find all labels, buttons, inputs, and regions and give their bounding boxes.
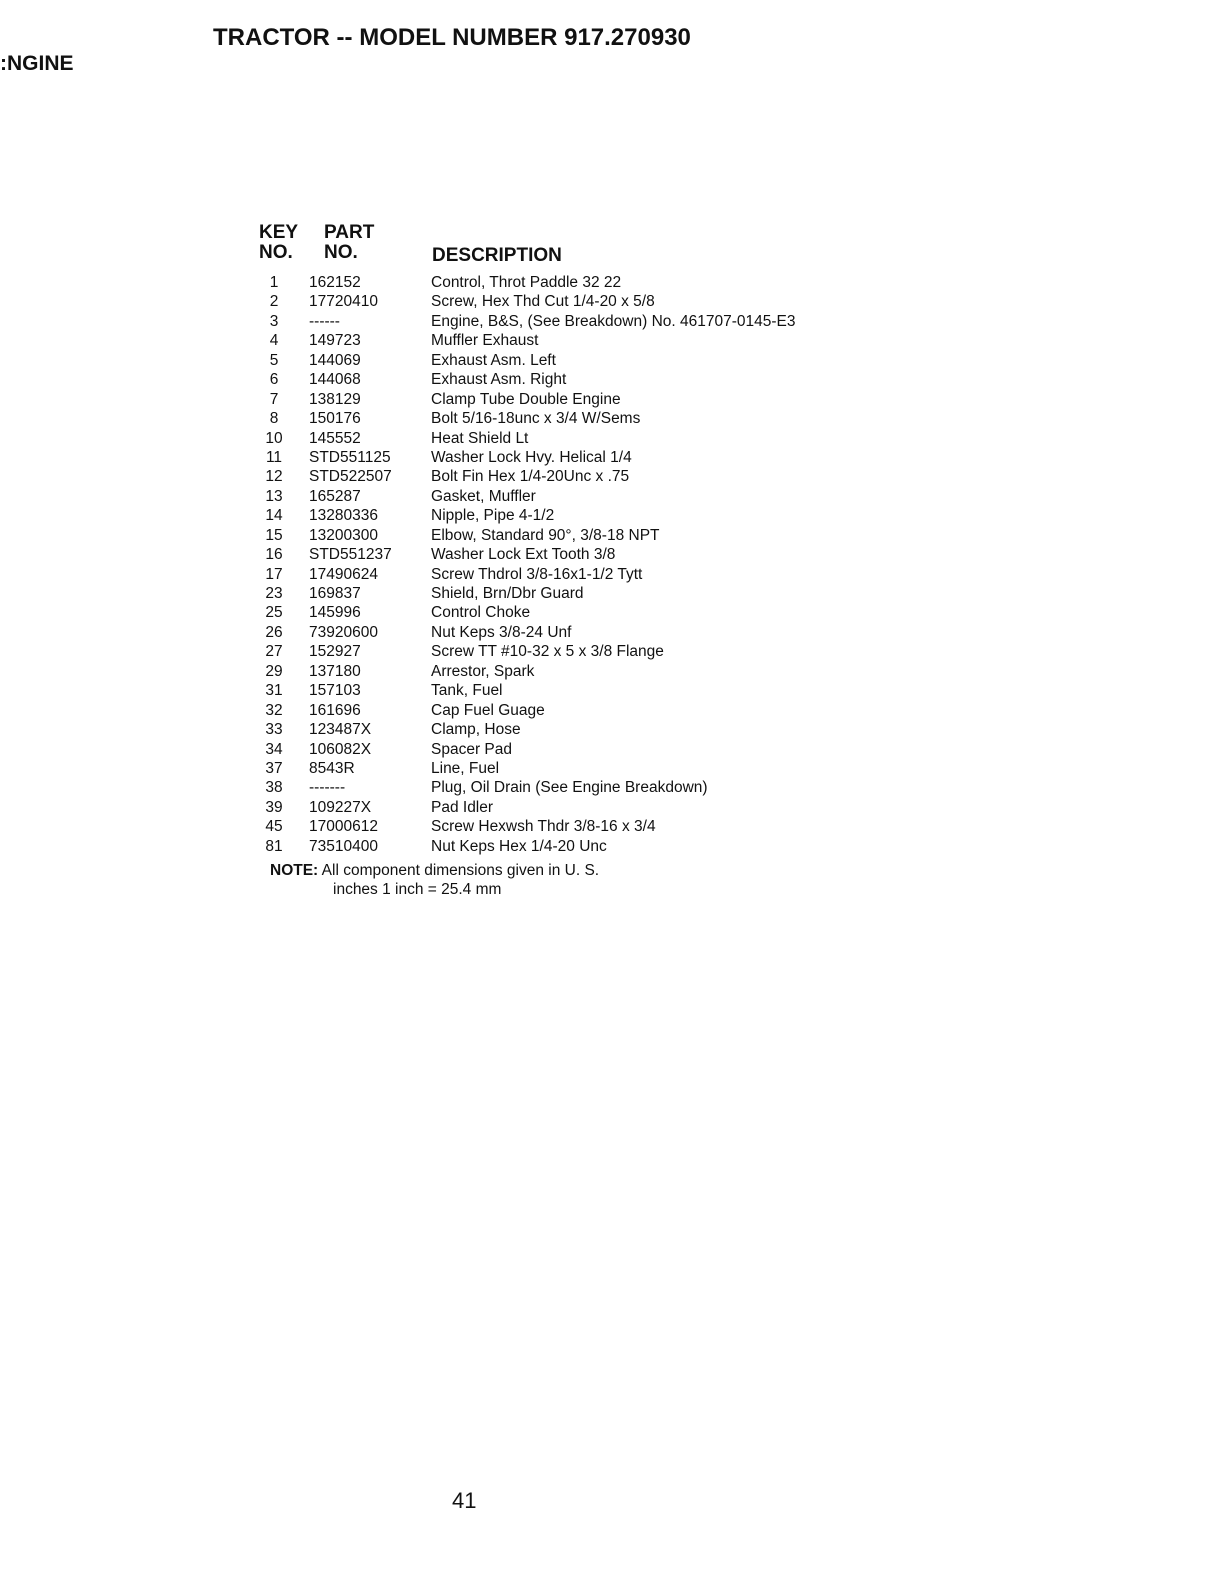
parts-row (256, 720, 956, 739)
key-number: 7 (269, 390, 279, 408)
part-number: ------- (309, 779, 346, 797)
part-description: Plug, Oil Drain (See Engine Breakdown) (431, 779, 708, 797)
part-number: 17490624 (309, 565, 378, 583)
part-number: 13280336 (309, 507, 378, 525)
part-description: Bolt Fin Hex 1/4-20Unc x .75 (431, 468, 630, 486)
parts-row (256, 273, 956, 292)
part-number: 144068 (309, 371, 361, 389)
key-number: 8 (269, 410, 279, 428)
part-number: 17720410 (309, 293, 378, 311)
note-text-line1: All component dimensions given in U. S. (321, 862, 600, 879)
parts-row (256, 701, 956, 720)
part-description: Screw TT #10-32 x 5 x 3/8 Flange (431, 643, 664, 661)
part-description: Washer Lock Hvy. Helical 1/4 (431, 448, 632, 466)
part-description: Heat Shield Lt (431, 429, 529, 447)
parts-row (256, 662, 956, 681)
parts-row (256, 370, 956, 389)
key-number: 11 (265, 448, 283, 466)
part-description: Shield, Brn/Dbr Guard (431, 585, 584, 602)
parts-row (256, 623, 956, 642)
part-description: Cap Fuel Guage (431, 701, 545, 719)
part-description: Spacer Pad (431, 740, 512, 758)
parts-row (256, 584, 956, 603)
parts-row (256, 429, 956, 448)
part-description: Nut Keps Hex 1/4-20 Unc (431, 837, 607, 855)
key-number: 16 (265, 546, 283, 564)
part-description: Nut Keps 3/8-24 Unf (431, 623, 572, 641)
part-number: 161696 (309, 701, 361, 719)
key-number: 17 (265, 565, 283, 583)
part-number: 13200300 (309, 526, 378, 544)
parts-row (256, 487, 956, 506)
part-description: Screw Hexwsh Thdr 3/8-16 x 3/4 (431, 818, 656, 836)
part-description: Engine, B&S, (See Breakdown) No. 461707-0145-E3 (431, 312, 796, 330)
parts-row (256, 565, 956, 584)
part-description: Pad Idler (431, 798, 494, 816)
parts-row (256, 642, 956, 661)
part-description: Screw, Hex Thd Cut 1/4-20 x 5/8 (431, 293, 655, 311)
key-number: 38 (265, 779, 283, 797)
part-description: Exhaust Asm. Left (431, 351, 556, 369)
part-description: Elbow, Standard 90°, 3/8-18 NPT (431, 526, 660, 544)
key-number: 45 (265, 818, 283, 836)
key-number: 4 (269, 332, 279, 350)
key-column-header-line2: NO. (259, 242, 293, 263)
part-description: Clamp, Hose (431, 721, 521, 739)
parts-row (256, 467, 956, 486)
part-description: Bolt 5/16-18unc x 3/4 W/Sems (431, 410, 641, 428)
part-number: 157103 (309, 682, 361, 700)
part-description: Tank, Fuel (431, 682, 503, 700)
part-number: 150176 (309, 410, 361, 428)
note-label: NOTE: (270, 862, 319, 879)
part-column-header-line1: PART (324, 222, 375, 243)
part-number: STD551125 (309, 448, 391, 466)
key-number: 29 (265, 662, 283, 680)
parts-row (256, 409, 956, 428)
parts-row (256, 603, 956, 622)
parts-row (256, 292, 956, 311)
parts-row (256, 817, 956, 836)
key-number: 6 (269, 371, 279, 389)
part-number: 145552 (309, 429, 361, 447)
parts-row (256, 506, 956, 525)
part-column-header-line2: NO. (324, 242, 358, 263)
part-number: STD551237 (309, 546, 392, 564)
note-text-line2: inches 1 inch = 25.4 mm (333, 881, 502, 898)
key-number: 2 (269, 293, 279, 311)
key-number: 81 (265, 837, 283, 855)
part-number: 149723 (309, 332, 361, 350)
part-number: 8543R (309, 759, 355, 777)
key-number: 3 (269, 312, 279, 330)
part-description: Exhaust Asm. Right (431, 371, 567, 389)
parts-row (256, 448, 956, 467)
part-description: Control Choke (431, 604, 531, 622)
part-number: 162152 (309, 274, 361, 291)
part-number: 145996 (309, 604, 361, 622)
key-number: 12 (265, 468, 283, 486)
part-number: 123487X (309, 721, 372, 739)
section-label: :NGINE (0, 52, 74, 75)
parts-row (256, 778, 956, 797)
parts-row (256, 740, 956, 759)
part-number: 109227X (309, 798, 372, 816)
part-description: Clamp Tube Double Engine (431, 390, 621, 408)
key-number: 1 (269, 274, 279, 291)
key-number: 5 (269, 351, 279, 369)
part-description: Line, Fuel (431, 759, 500, 777)
part-description: Muffler Exhaust (431, 332, 539, 350)
key-number: 31 (265, 682, 283, 700)
parts-row (256, 681, 956, 700)
note (270, 861, 599, 880)
part-number: 17000612 (309, 818, 378, 836)
key-column-header-line1: KEY (259, 222, 299, 243)
key-number: 26 (265, 623, 283, 641)
parts-row (256, 390, 956, 409)
key-number: 39 (265, 798, 283, 816)
parts-list (256, 273, 956, 856)
page-title: TRACTOR -- MODEL NUMBER 917.270930 (213, 24, 691, 51)
parts-row (256, 545, 956, 564)
part-description: Nipple, Pipe 4-1/2 (431, 507, 555, 525)
part-description: Gasket, Muffler (431, 487, 536, 505)
key-number: 32 (265, 701, 283, 719)
key-number: 37 (265, 759, 283, 777)
parts-row (256, 351, 956, 370)
part-number: 138129 (309, 390, 361, 408)
key-number: 15 (265, 526, 283, 544)
parts-row (256, 837, 956, 856)
description-column-header: DESCRIPTION (432, 245, 562, 266)
key-number: 27 (265, 643, 283, 661)
parts-row (256, 312, 956, 331)
part-description: Arrestor, Spark (431, 662, 535, 680)
parts-row (256, 526, 956, 545)
part-number: 73920600 (309, 623, 378, 641)
part-number: 169837 (309, 585, 361, 602)
key-number: 14 (265, 507, 283, 525)
key-number: 34 (265, 740, 283, 758)
key-number: 23 (265, 585, 283, 602)
part-description: Control, Throt Paddle 32 22 (431, 274, 622, 291)
parts-row (256, 331, 956, 350)
key-number: 25 (265, 604, 283, 622)
part-number: 106082X (309, 740, 372, 758)
parts-row (256, 759, 956, 778)
part-number: STD522507 (309, 468, 392, 486)
key-number: 33 (265, 721, 283, 739)
parts-row (256, 798, 956, 817)
key-number: 13 (265, 487, 283, 505)
part-number: ------ (309, 312, 340, 330)
part-number: 165287 (309, 487, 361, 505)
part-description: Screw Thdrol 3/8-16x1-1/2 Tytt (431, 565, 643, 583)
page-number: 41 (452, 1488, 477, 1513)
key-number: 10 (265, 429, 283, 447)
part-number: 152927 (309, 643, 361, 661)
part-number: 73510400 (309, 837, 378, 855)
part-description: Washer Lock Ext Tooth 3/8 (431, 546, 616, 564)
part-number: 137180 (309, 662, 361, 680)
part-number: 144069 (309, 351, 361, 369)
